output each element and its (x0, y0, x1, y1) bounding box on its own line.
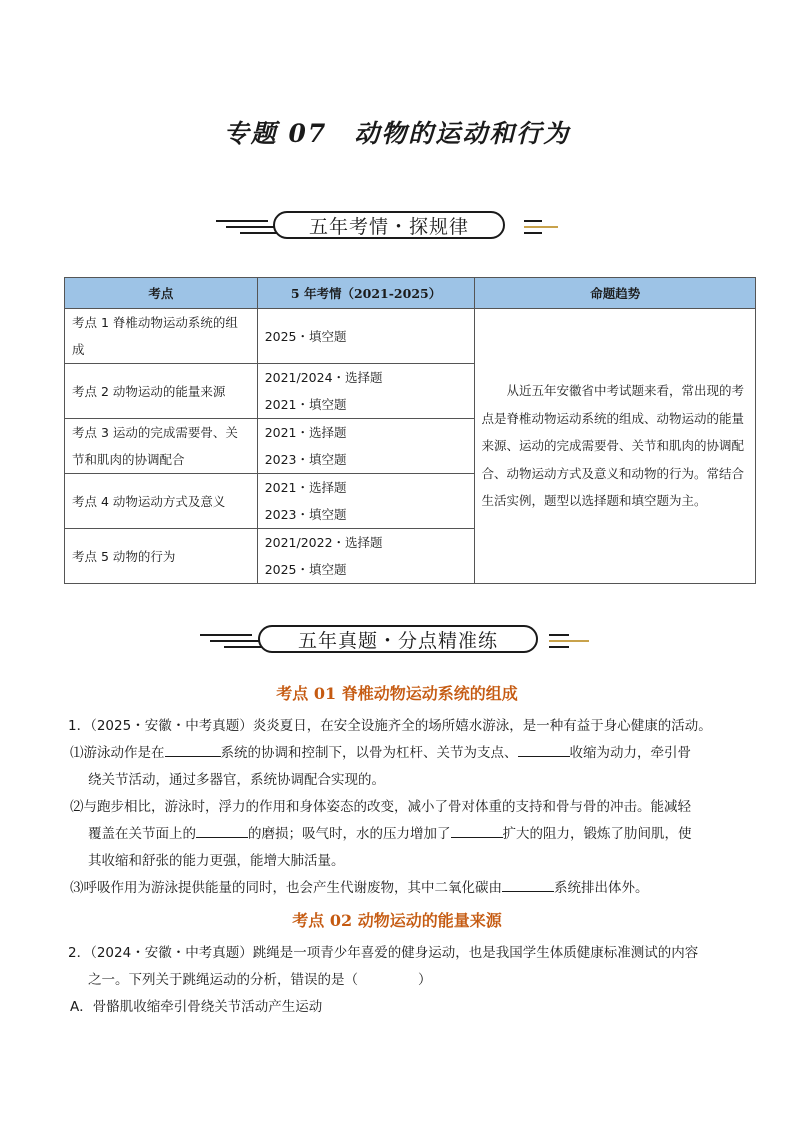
page-title: 专题 07 动物的运动和行为 (223, 119, 571, 148)
right-decoration (510, 220, 572, 234)
left-decoration (200, 634, 262, 648)
text-segment: 系统排出体外。 (554, 880, 649, 896)
answer-blank[interactable] (451, 823, 503, 838)
year-entry: 2023・填空题 (264, 507, 347, 522)
text-segment: 系统的协调和控制下，以骨为杠杆、关节为支点、 (220, 745, 518, 761)
text-segment: ⑴游泳动作是在 (70, 745, 165, 761)
point-cell: 考点 4 动物运动方式及意义 (65, 474, 258, 529)
text-segment: 覆盖在关节面上的 (88, 826, 196, 842)
year-entry: 2021・填空题 (264, 397, 347, 412)
text-segment: ⑶呼吸作用为游泳提供能量的同时，也会产生代谢废物，其中二氧化碳由 (70, 880, 502, 896)
header-cell-trend: 命题趋势 (475, 278, 756, 309)
section-heading-2: 考点 02 动物运动的能量来源 (292, 911, 502, 930)
year-entry: 2021/2022・选择题 (264, 535, 383, 550)
year-entry: 2021・选择题 (264, 425, 347, 440)
point-cell: 考点 1 脊椎动物运动系统的组成 (65, 309, 258, 364)
banner-label: 五年考情・探规律 (273, 211, 505, 239)
text-segment: 的磨损；吸气时，水的压力增加了 (248, 826, 451, 842)
section-heading-1: 考点 01 脊椎动物运动系统的组成 (276, 684, 518, 703)
question-2-stem-cont (88, 967, 432, 994)
answer-blank[interactable] (518, 742, 570, 757)
left-decoration (216, 220, 278, 234)
year-entry: 2023・填空题 (264, 452, 347, 467)
question-1-part-1 (70, 740, 730, 767)
question-1-part-2: ⑵与跑步相比，游泳时，浮力的作用和身体姿态的改变，减小了骨对体重的支持和骨与骨的冲击。能减轻 (70, 799, 691, 815)
question-2-stem: 2．（2024・安徽・中考真题）跳绳是一项青少年喜爱的健身运动，也是我国学生体质健康标准测试的内容 (68, 945, 699, 961)
years-cell (257, 474, 475, 529)
text-segment: 之一。下列关于跳绳运动的分析，错误的是（ (88, 972, 358, 988)
year-entry: 2025・填空题 (264, 328, 347, 344)
header-cell-years: 5 年考情（2021-2025） (257, 278, 475, 309)
text-segment: 收缩为动力，牵引骨 (569, 745, 691, 761)
exam-overview-table (64, 277, 756, 584)
answer-blank[interactable] (196, 823, 248, 838)
year-entry: 2021/2024・选择题 (264, 370, 383, 385)
question-1-part-2-end: 其收缩和舒张的能力更强，能增大肺活量。 (88, 853, 345, 869)
year-entry: 2021・选择题 (264, 480, 347, 495)
question-1-part-3 (70, 875, 649, 902)
table-row (65, 309, 756, 364)
years-cell (257, 419, 475, 474)
years-cell (257, 364, 475, 419)
right-decoration (543, 634, 605, 648)
header-cell-point: 考点 (65, 278, 258, 309)
years-cell (257, 529, 475, 584)
years-cell (257, 309, 475, 364)
question-1-stem: 1．（2025・安徽・中考真题）炎炎夏日，在安全设施齐全的场所嬉水游泳，是一种有益于身心健康的活动。 (68, 718, 712, 734)
section-banner-practice (0, 624, 794, 658)
point-cell: 考点 2 动物运动的能量来源 (65, 364, 258, 419)
section-banner-review (0, 210, 794, 244)
banner-label: 五年真题・分点精准练 (258, 625, 538, 653)
table-header-row (65, 278, 756, 309)
year-entry: 2025・填空题 (264, 562, 347, 577)
text-segment: 扩大的阻力，锻炼了肋间肌，使 (502, 826, 692, 842)
trend-cell: 从近五年安徽省中考试题来看，常出现的考点是脊椎动物运动系统的组成、动物运动的能量来源、运动的完成需要骨、关节和肌肉的协调配合、动物运动方式及意义和动物的行为。常结合生活实例，题型以选择题和填空题为主。 (475, 309, 756, 584)
point-cell: 考点 5 动物的行为 (65, 529, 258, 584)
answer-blank[interactable] (502, 877, 554, 892)
question-1-part-1-cont: 绕关节活动，通过多器官，系统协调配合实现的。 (88, 772, 385, 788)
question-1-part-2-cont (88, 821, 738, 848)
text-segment: ） (418, 972, 432, 988)
answer-blank[interactable] (165, 742, 221, 757)
question-2-option-a[interactable]: A．骨骼肌收缩牵引骨绕关节活动产生运动 (70, 999, 323, 1015)
point-cell: 考点 3 运动的完成需要骨、关节和肌肉的协调配合 (65, 419, 258, 474)
